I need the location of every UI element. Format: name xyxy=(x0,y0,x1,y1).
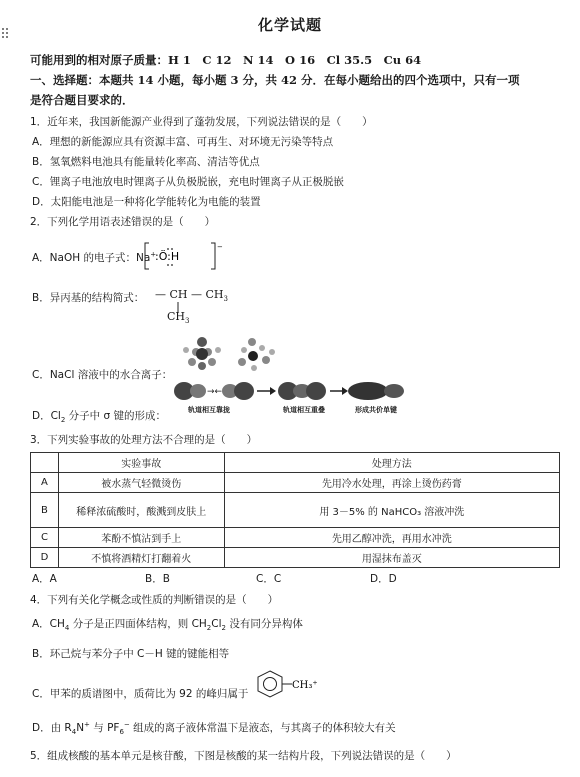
q4-option-d: D．由 $R_4N^+$ 与 $PF_6^-$ 组成的离子液体常温下是液态，与其离子的体积较大有关 xyxy=(32,720,396,737)
q2-stem: 2．下列化学用语表述错误的是（ ） xyxy=(30,216,216,228)
page-title: 化学试题 xyxy=(257,16,322,34)
sigma-bond-figure xyxy=(172,380,408,402)
section-instructions-2: 是符合题目要求的． xyxy=(30,93,134,107)
q3-stem: 3．下列实验事故的处理方法不合理的是（ ） xyxy=(30,434,258,446)
q2-option-a xyxy=(32,250,156,265)
formula-core: :Ö:H xyxy=(155,250,180,263)
table-row: B 稀释浓硫酸时，酸溅到皮肤上 用 3－5% 的 NaHCO₃ 溶液冲洗 xyxy=(31,493,560,528)
q4-option-c: C．甲苯的质谱图中，质荷比为 92 的峰归属于 xyxy=(32,688,249,700)
q3-option-d: D．D xyxy=(370,573,397,585)
toluene-ion-structure xyxy=(256,668,318,702)
q3-option-c: C．C xyxy=(256,573,282,585)
sigma-label-1: 轨道相互靠拢 xyxy=(188,406,230,414)
q2-option-b xyxy=(32,290,144,305)
q1-stem: 1．近年来，我国新能源产业得到了蓬勃发展，下列说法错误的是（ ） xyxy=(30,116,373,128)
table-row: A 被水蒸气轻微烫伤 先用冷水处理，再涂上烫伤药膏 xyxy=(31,473,560,493)
q2-option-c: C．NaCl 溶液中的水合离子： xyxy=(32,369,173,381)
header-cell: 实验事故 xyxy=(58,453,224,473)
table-header-row xyxy=(31,453,560,473)
q4-option-b: B．环己烷与苯分子中 C－H 键的键能相等 xyxy=(32,648,230,660)
atomic-masses: 可能用到的相对原子质量：H 1 C 12 N 14 O 16 Cl 35.5 Cu 64 xyxy=(30,53,422,67)
q2-option-d: D．$Cl_2$ 分子中 σ 键的形成： xyxy=(32,410,166,425)
toluene-ion-label: CH₃⁺ xyxy=(292,680,318,691)
q1-option-b: B．氢氧燃料电池具有能量转化率高、清洁等优点 xyxy=(32,156,260,168)
header-cell: 处理方法 xyxy=(224,453,559,473)
q4-stem: 4．下列有关化学概念或性质的判断错误的是（ ） xyxy=(30,594,279,606)
q4-option-a: A．$CH_4$ 分子是正四面体结构，则 $CH_2Cl_2$ 没有同分异构体 xyxy=(32,618,303,633)
isopropyl-branch: $CH_3$ xyxy=(167,310,190,326)
q2-a-plus: + xyxy=(150,250,157,259)
q2-a-prefix: A．NaOH 的电子式：Na xyxy=(32,252,151,264)
header-cell xyxy=(31,453,59,473)
hydrated-ions-figure xyxy=(180,330,290,380)
table-row: D 不慎将酒精灯打翻着火 用湿抹布盖灭 xyxy=(31,548,560,568)
svg-text:→←: →← xyxy=(207,387,223,397)
section-instructions-1: 一、选择题：本题共 14 小题，每小题 3 分，共 42 分．在每小题给出的四个选项中，只有一项 xyxy=(30,73,520,87)
lab-accident-table xyxy=(30,452,560,568)
sigma-label-3: 形成共价单键 xyxy=(355,406,397,414)
isopropyl-chain: — CH — $CH_3$ xyxy=(155,288,228,304)
q1-option-d: D．太阳能电池是一种将化学能转化为电能的装置 xyxy=(32,196,261,208)
q1-option-c: C．锂离子电池放电时锂离子从负极脱嵌，充电时锂离子从正极脱嵌 xyxy=(32,176,344,188)
sigma-label-2: 轨道相互重叠 xyxy=(283,406,325,414)
svg-text:−: − xyxy=(217,243,223,251)
table-row: C 苯酚不慎沾到手上 先用乙醇冲洗，再用水冲洗 xyxy=(31,528,560,548)
q2-b-prefix: B．异丙基的结构简式： xyxy=(32,292,145,304)
electron-dot-formula xyxy=(143,241,223,271)
q3-option-a: A．A xyxy=(32,573,57,585)
q3-option-b: B．B xyxy=(145,573,170,585)
q5-stem: 5．组成核酸的基本单元是核苷酸，下图是核酸的某一结构片段，下列说法错误的是（ ） xyxy=(30,750,457,762)
q1-option-a: A．理想的新能源应具有资源丰富、可再生、对环境无污染等特点 xyxy=(32,136,334,148)
